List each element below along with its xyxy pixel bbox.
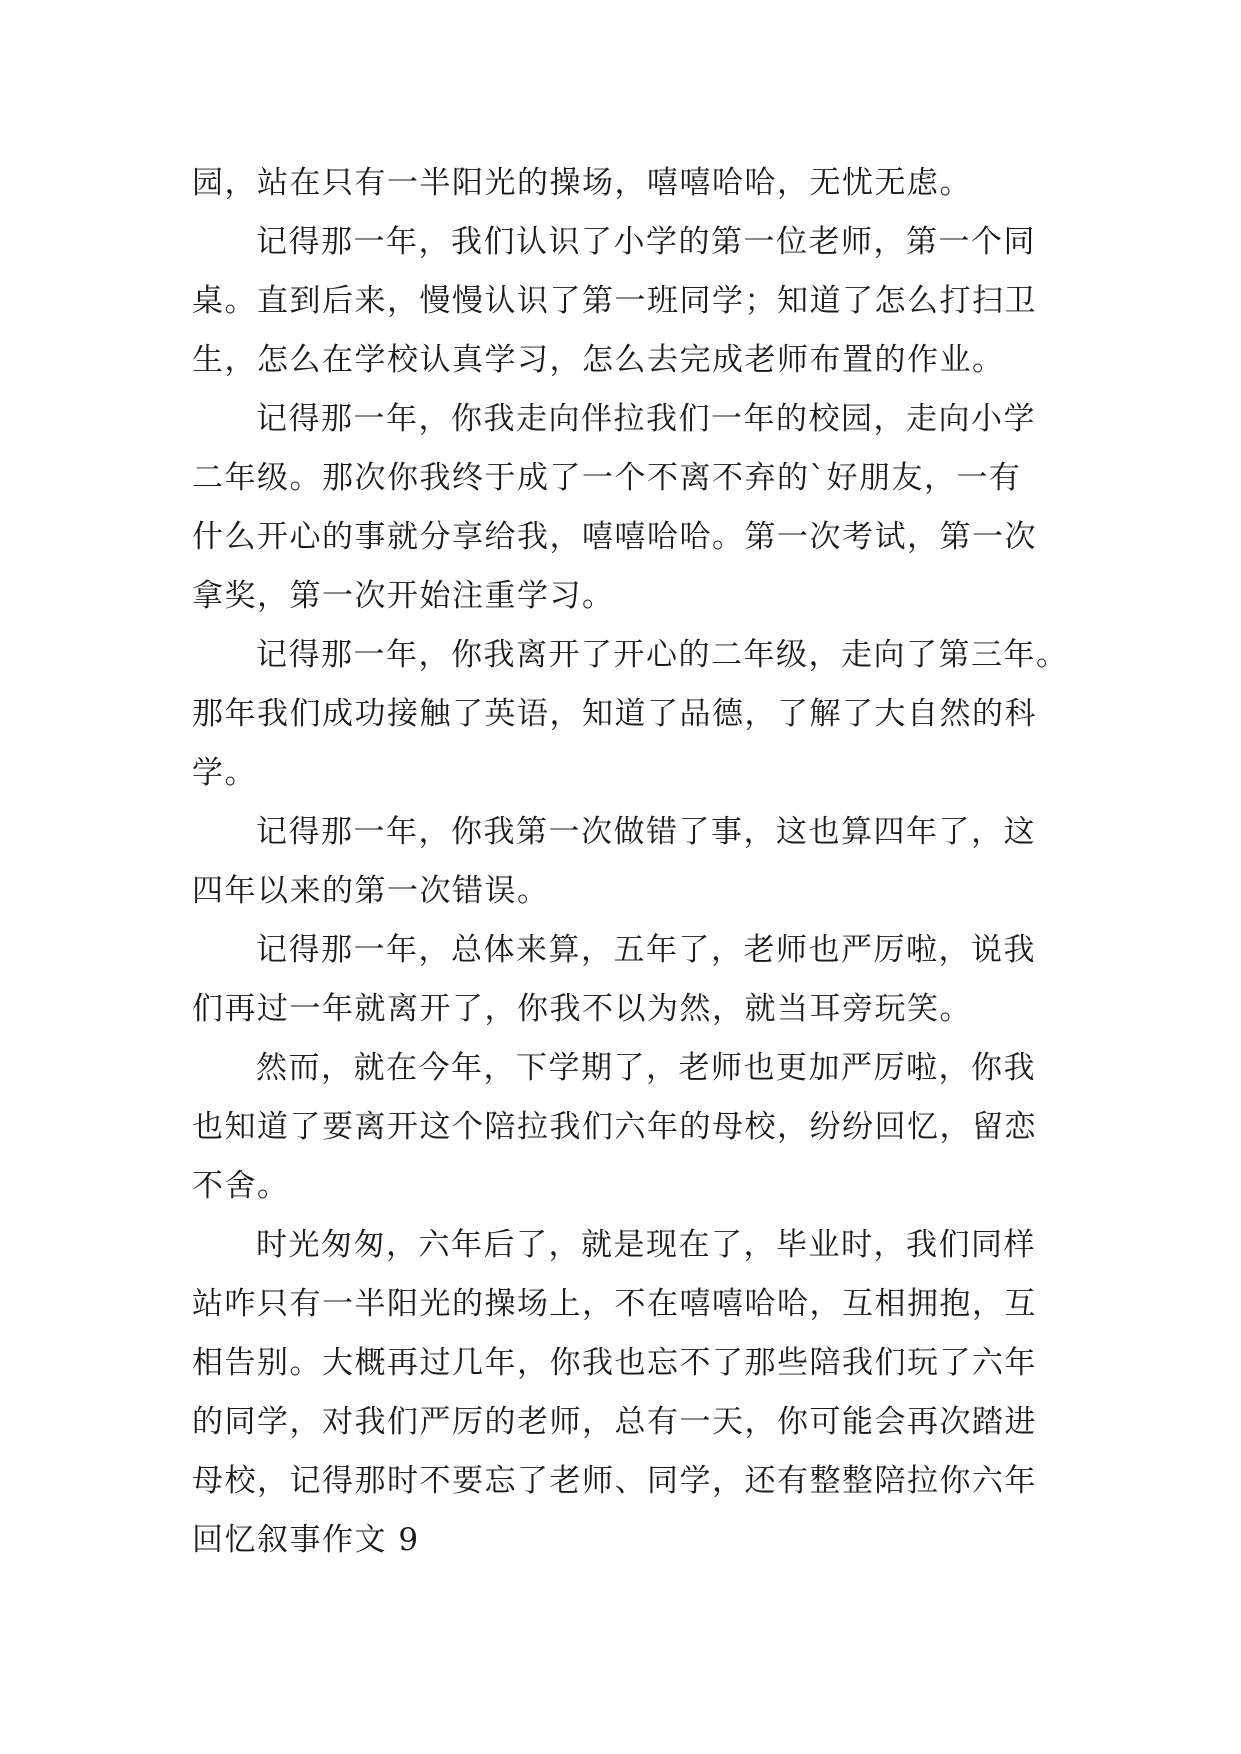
text-line: 们再过一年就离开了，你我不以为然，就当耳旁玩笑。 [192, 991, 972, 1027]
text-line: 时光匆匆，六年后了，就是现在了，毕业时，我们同样 [256, 1227, 1036, 1263]
text-line: 也知道了要离开这个陪拉我们六年的母校，纷纷回忆，留恋 [192, 1109, 1037, 1145]
text-line: 那年我们成功接触了英语，知道了品德，了解了大自然的科 [192, 696, 1037, 732]
text-line: 记得那一年，总体来算，五年了，老师也严厉啦，说我 [256, 932, 1036, 968]
text-line: 桌。直到后来，慢慢认识了第一班同学；知道了怎么打扫卫 [192, 283, 1037, 319]
text-line: 母校，记得那时不要忘了老师、同学，还有整整陪拉你六年 [192, 1463, 1037, 1499]
text-line: 园，站在只有一半阳光的操场，嘻嘻哈哈，无忧无虑。 [192, 165, 972, 201]
text-line: 不舍。 [192, 1168, 290, 1204]
text-line: 的同学，对我们严厉的老师，总有一天，你可能会再次踏进 [192, 1404, 1037, 1440]
document-body [192, 154, 1069, 1570]
text-line: 然而，就在今年，下学期了，老师也更加严厉啦，你我 [256, 1050, 1036, 1086]
text-line: 生，怎么在学校认真学习，怎么去完成老师布置的作业。 [192, 342, 1005, 378]
text-line: 记得那一年，我们认识了小学的第一位老师，第一个同 [256, 224, 1036, 260]
text-line: 四年以来的第一次错误。 [192, 873, 550, 909]
text-line: 学。 [192, 755, 257, 791]
section-title: 回忆叙事作文 9 [192, 1522, 420, 1558]
text-line: 相告别。大概再过几年，你我也忘不了那些陪我们玩了六年 [192, 1345, 1037, 1381]
text-line: 记得那一年，你我走向伴拉我们一年的校园，走向小学 [256, 401, 1036, 437]
text-line: 记得那一年，你我第一次做错了事，这也算四年了，这 [256, 814, 1036, 850]
text-line: 站咋只有一半阳光的操场上，不在嘻嘻哈哈，互相拥抱，互 [192, 1286, 1037, 1322]
text-line: 记得那一年，你我离开了开心的二年级，走向了第三年。 [256, 637, 1069, 673]
text-line: 二年级。那次你我终于成了一个不离不弃的`好朋友，一有 [192, 460, 1022, 496]
text-line: 拿奖，第一次开始注重学习。 [192, 578, 615, 614]
text-line: 什么开心的事就分享给我，嘻嘻哈哈。第一次考试，第一次 [192, 519, 1037, 555]
